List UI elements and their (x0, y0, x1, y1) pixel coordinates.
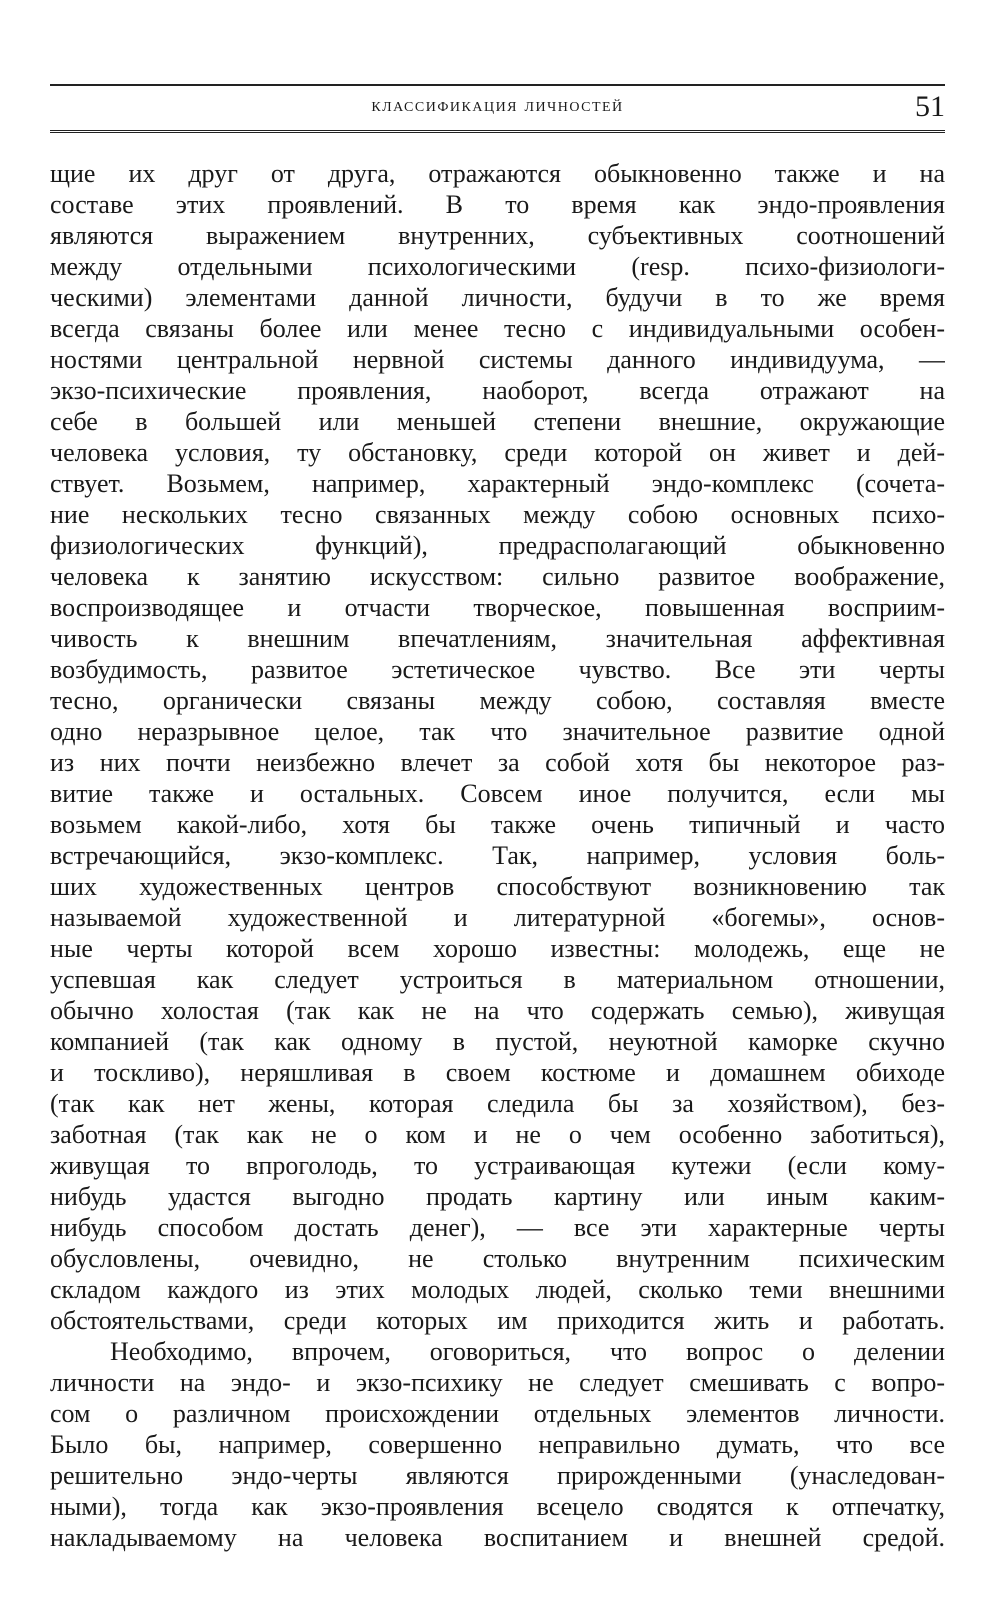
page-number: 51 (915, 90, 945, 123)
text-line: тесно, органически связаны между собою, составляя вместе (50, 686, 945, 715)
text-line: из них почти неизбежно влечет за собой хотя бы некоторое раз- (50, 748, 945, 777)
text-line: себе в большей или меньшей степени внешние, окружающие (50, 407, 945, 436)
text-line: чивость к внешним впечатлениям, значительная аффективная (50, 624, 945, 653)
paragraph (50, 1336, 945, 1553)
text-line: успевшая как следует устроиться в материальном отношении, (50, 965, 945, 994)
text-line: ние нескольких тесно связанных между собою основных психо- (50, 500, 945, 529)
text-line: заботная (так как не о ком и не о чем особенно заботиться), (50, 1120, 945, 1149)
text-line: нибудь удастся выгодно продать картину или иным каким- (50, 1182, 945, 1211)
text-line: решительно эндо-черты являются прирожденными (унаследован- (50, 1461, 945, 1490)
text-line: встречающийся, экзо-комплекс. Так, например, условия боль- (50, 841, 945, 870)
text-line: ные черты которой всем хорошо известны: молодежь, еще не (50, 934, 945, 963)
text-line: составе этих проявлений. В то время как эндо-проявления (50, 190, 945, 219)
text-line: личности на эндо- и экзо-психику не следует смешивать с вопро- (50, 1368, 945, 1397)
body-text (50, 158, 945, 1553)
text-line: (так как нет жены, которая следила бы за хозяйством), без- (50, 1089, 945, 1118)
text-line: обычно холостая (так как не на что содержать семью), живущая (50, 996, 945, 1025)
text-line: Необходимо, впрочем, оговориться, что вопрос о делении (110, 1337, 945, 1366)
text-line: Было бы, например, совершенно неправильно думать, что все (50, 1430, 945, 1459)
text-line: являются выражением внутренних, субъективных соотношений (50, 221, 945, 250)
text-line: складом каждого из этих молодых людей, сколько теми внешними (50, 1275, 945, 1304)
text-line: обстоятельствами, среди которых им приходится жить и работать. (50, 1306, 945, 1335)
text-line: называемой художественной и литературной «богемы», основ- (50, 903, 945, 932)
text-line: экзо-психические проявления, наоборот, всегда отражают на (50, 376, 945, 405)
header-rule-top (50, 84, 945, 86)
text-line: ческими) элементами данной личности, будучи в то же время (50, 283, 945, 312)
text-line: ших художественных центров способствуют возникновению так (50, 872, 945, 901)
text-line: человека условия, ту обстановку, среди которой он живет и дей- (50, 438, 945, 467)
text-line: возбудимость, развитое эстетическое чувство. Все эти черты (50, 655, 945, 684)
running-head (50, 92, 945, 126)
paragraph (50, 158, 945, 1336)
text-line: живущая то впроголодь, то устраивающая кутежи (если кому- (50, 1151, 945, 1180)
text-line: одно неразрывное целое, так что значительное развитие одной (50, 717, 945, 746)
text-line: сом о различном происхождении отдельных элементов личности. (50, 1399, 945, 1428)
text-line: накладываемому на человека воспитанием и внешней средой. (50, 1523, 945, 1552)
text-line: между отдельными психологическими (resp. психо-физиологи- (50, 252, 945, 281)
text-line: нибудь способом достать денег), — все эти характерные черты (50, 1213, 945, 1242)
text-line: ностями центральной нервной системы данного индивидуума, — (50, 345, 945, 374)
text-line: и тоскливо), неряшливая в своем костюме и домашнем обиходе (50, 1058, 945, 1087)
text-line: ствует. Возьмем, например, характерный эндо-комплекс (сочета- (50, 469, 945, 498)
running-title: классификация личностей (371, 94, 624, 116)
text-line: витие также и остальных. Совсем иное получится, если мы (50, 779, 945, 808)
header-rule-bottom (50, 130, 945, 133)
text-line: щие их друг от друга, отражаются обыкновенно также и на (50, 159, 945, 188)
text-line: воспроизводящее и отчасти творческое, повышенная восприим- (50, 593, 945, 622)
text-line: человека к занятию искусством: сильно развитое воображение, (50, 562, 945, 591)
text-line: всегда связаны более или менее тесно с индивидуальными особен- (50, 314, 945, 343)
text-line: физиологических функций), предрасполагающий обыкновенно (50, 531, 945, 560)
text-line: ными), тогда как экзо-проявления всецело сводятся к отпечатку, (50, 1492, 945, 1521)
text-line: возьмем какой-либо, хотя бы также очень типичный и часто (50, 810, 945, 839)
text-line: обусловлены, очевидно, не столько внутренним психическим (50, 1244, 945, 1273)
text-line: компанией (так как одному в пустой, неуютной каморке скучно (50, 1027, 945, 1056)
